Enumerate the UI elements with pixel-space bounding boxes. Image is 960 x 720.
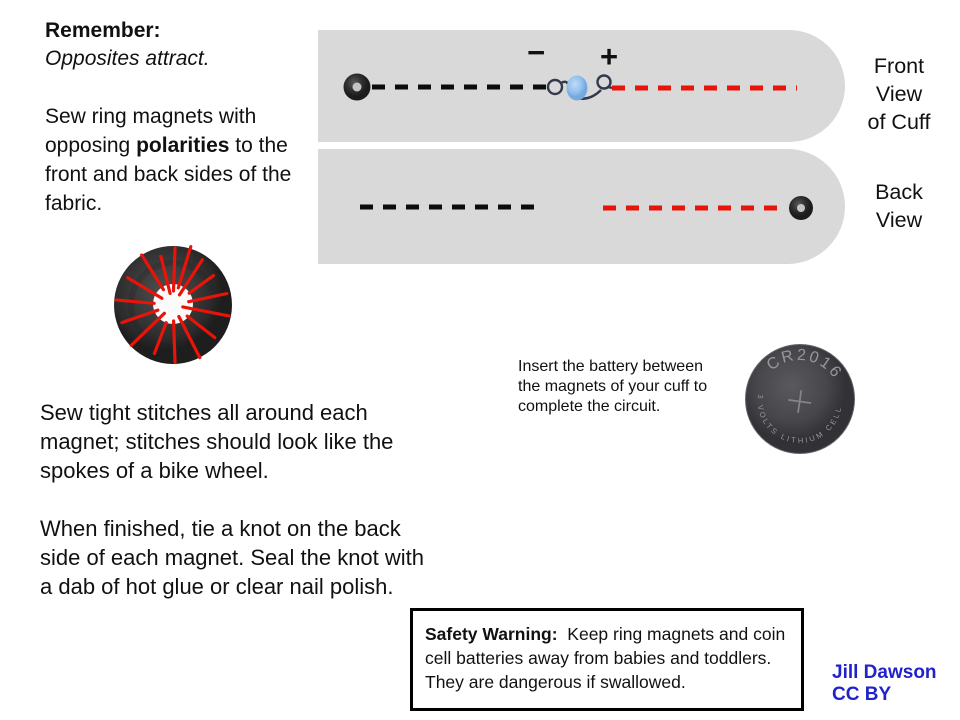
- knots-paragraph: When finished, tie a knot on the back side of each magnet. Seal the knot with a dab of hot glue or clear nail polish.: [40, 516, 425, 599]
- warning-label: Safety Warning:: [425, 624, 558, 644]
- front-caption-line: of Cuff: [867, 110, 931, 134]
- front-cuff-diagram: [318, 30, 845, 142]
- ring-magnet-front-icon: [344, 74, 371, 101]
- plus-polarity-label: +: [599, 39, 619, 74]
- battery-model-text: CR2016: [763, 346, 846, 383]
- credit-license: CC BY: [832, 684, 892, 705]
- credit: [832, 662, 937, 706]
- front-view-caption: [845, 52, 953, 136]
- ring-magnet-back-icon: [789, 196, 813, 220]
- safety-warning-box: [410, 608, 804, 711]
- battery-graphic: [744, 343, 856, 455]
- remember-note: [45, 17, 210, 73]
- battery-bottom-text: 3 VOLTS LITHIUM CELL: [755, 394, 844, 446]
- back-cuff-graphic: [318, 149, 845, 264]
- intro-text-after: to the front and back sides of the fabric.: [45, 134, 292, 215]
- intro-text-before: Sew ring magnets with opposing: [45, 105, 257, 157]
- remember-title: Remember:: [45, 19, 161, 42]
- credit-author: Jill Dawson: [832, 662, 937, 683]
- back-caption-line: View: [875, 208, 923, 232]
- battery-instruction: Insert the battery between the magnets of your cuff to complete the circuit.: [518, 358, 708, 415]
- intro-paragraph: [45, 102, 313, 218]
- front-cuff-graphic: [318, 30, 845, 142]
- minus-polarity-label: −: [526, 35, 546, 70]
- back-caption-line: Back: [875, 180, 923, 204]
- spoked-magnet-graphic: [110, 242, 236, 368]
- back-view-caption: [845, 178, 953, 234]
- coin-cell-battery-image: [744, 343, 856, 455]
- led-bead-icon: [548, 76, 613, 101]
- remember-subtitle: Opposites attract.: [45, 47, 210, 70]
- warning-text: Keep ring magnets and coin cell batteries away from babies and toddlers. They are dangerous if swallowed.: [425, 624, 791, 692]
- spoked-magnet-image: [110, 242, 236, 368]
- front-caption-line: Front: [873, 54, 925, 78]
- back-cuff-diagram: [318, 149, 845, 264]
- intro-bold-word: polarities: [136, 134, 230, 157]
- stitches-paragraph: Sew tight stitches all around each magnet; stitches should look like the spokes of a bike wheel.: [40, 400, 394, 483]
- front-caption-line: View: [875, 82, 923, 106]
